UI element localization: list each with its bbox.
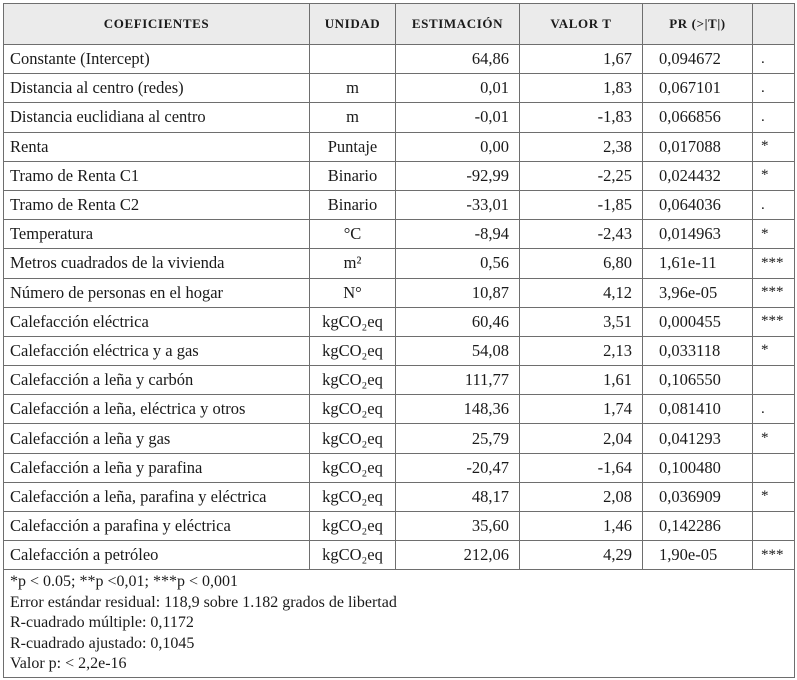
table-row — [4, 307, 795, 336]
estimate-cell: -92,99 — [396, 161, 520, 190]
table-row — [4, 161, 795, 190]
p-value-cell: 0,014963 — [643, 220, 753, 249]
p-value-cell: 0,094672 — [643, 45, 753, 74]
t-value-cell: 6,80 — [520, 249, 643, 278]
coefficient-name: Calefacción eléctrica y a gas — [4, 336, 310, 365]
significance-cell: * — [753, 424, 795, 453]
unit-cell: kgCO₂eq — [310, 482, 396, 511]
footer-notes — [4, 570, 795, 678]
coefficient-name: Calefacción a leña y carbón — [4, 366, 310, 395]
t-value-cell: 3,51 — [520, 307, 643, 336]
t-value-cell: 4,29 — [520, 541, 643, 570]
t-value-cell: 1,46 — [520, 512, 643, 541]
table-row — [4, 366, 795, 395]
p-value-cell: 0,106550 — [643, 366, 753, 395]
significance-cell: * — [753, 220, 795, 249]
table-row — [4, 395, 795, 424]
t-value-cell: -1,83 — [520, 103, 643, 132]
coefficient-name: Tramo de Renta C2 — [4, 190, 310, 219]
table-row — [4, 512, 795, 541]
multiple-r-squared: R-cuadrado múltiple: 0,1172 — [10, 614, 194, 632]
p-value-cell: 0,142286 — [643, 512, 753, 541]
header-unidad: UNIDAD — [310, 4, 396, 45]
t-value-cell: 2,13 — [520, 336, 643, 365]
significance-cell: * — [753, 132, 795, 161]
unit-cell: kgCO₂eq — [310, 453, 396, 482]
table-row — [4, 482, 795, 511]
significance-cell: *** — [753, 541, 795, 570]
unit-cell: m — [310, 103, 396, 132]
coefficient-name: Calefacción a leña, eléctrica y otros — [4, 395, 310, 424]
t-value-cell: 1,67 — [520, 45, 643, 74]
table-row — [4, 132, 795, 161]
table-row — [4, 541, 795, 570]
residual-standard-error: Error estándar residual: 118,9 sobre 1.182 grados de libertad — [10, 593, 397, 611]
unit-cell: Binario — [310, 190, 396, 219]
significance-cell: . — [753, 395, 795, 424]
significance-cell — [753, 512, 795, 541]
coefficient-name: Distancia euclidiana al centro — [4, 103, 310, 132]
unit-cell: kgCO₂eq — [310, 424, 396, 453]
estimate-cell: -0,01 — [396, 103, 520, 132]
table-row — [4, 453, 795, 482]
coefficient-name: Calefacción a leña, parafina y eléctrica — [4, 482, 310, 511]
unit-cell: m² — [310, 249, 396, 278]
significance-cell — [753, 453, 795, 482]
unit-cell: Binario — [310, 161, 396, 190]
t-value-cell: -1,64 — [520, 453, 643, 482]
unit-cell: kgCO₂eq — [310, 512, 396, 541]
p-value-cell: 0,033118 — [643, 336, 753, 365]
coefficient-name: Temperatura — [4, 220, 310, 249]
significance-codes: *p < 0.05; **p <0,01; ***p < 0,001 — [10, 573, 238, 591]
table-row — [4, 103, 795, 132]
estimate-cell: 0,01 — [396, 74, 520, 103]
table-row — [4, 220, 795, 249]
header-pr: PR (>|T|) — [643, 4, 753, 45]
coefficient-name: Calefacción eléctrica — [4, 307, 310, 336]
unit-cell: N° — [310, 278, 396, 307]
coefficient-name: Tramo de Renta C1 — [4, 161, 310, 190]
p-value-cell: 0,100480 — [643, 453, 753, 482]
estimate-cell: 10,87 — [396, 278, 520, 307]
unit-cell — [310, 45, 396, 74]
estimate-cell: 48,17 — [396, 482, 520, 511]
table-row — [4, 190, 795, 219]
p-value-cell: 0,066856 — [643, 103, 753, 132]
t-value-cell: -2,43 — [520, 220, 643, 249]
table-row — [4, 424, 795, 453]
t-value-cell: 1,61 — [520, 366, 643, 395]
coefficient-name: Metros cuadrados de la vivienda — [4, 249, 310, 278]
significance-cell: . — [753, 103, 795, 132]
p-value-cell: 0,017088 — [643, 132, 753, 161]
significance-cell: *** — [753, 278, 795, 307]
coefficient-name: Renta — [4, 132, 310, 161]
header-estimacion: ESTIMACIÓN — [396, 4, 520, 45]
p-value-cell: 0,067101 — [643, 74, 753, 103]
significance-cell: * — [753, 161, 795, 190]
significance-cell: . — [753, 190, 795, 219]
significance-cell: * — [753, 336, 795, 365]
table-row — [4, 278, 795, 307]
p-value: Valor p: < 2,2e-16 — [10, 655, 127, 673]
t-value-cell: 2,38 — [520, 132, 643, 161]
header-coeficientes: COEFICIENTES — [4, 4, 310, 45]
p-value-cell: 0,036909 — [643, 482, 753, 511]
p-value-cell: 0,000455 — [643, 307, 753, 336]
footer-row — [4, 570, 795, 678]
p-value-cell: 0,024432 — [643, 161, 753, 190]
header-significance — [753, 4, 795, 45]
estimate-cell: -20,47 — [396, 453, 520, 482]
estimate-cell: -8,94 — [396, 220, 520, 249]
p-value-cell: 0,064036 — [643, 190, 753, 219]
unit-cell: kgCO₂eq — [310, 366, 396, 395]
estimate-cell: 0,00 — [396, 132, 520, 161]
significance-cell: *** — [753, 307, 795, 336]
t-value-cell: 1,74 — [520, 395, 643, 424]
t-value-cell: 4,12 — [520, 278, 643, 307]
estimate-cell: 54,08 — [396, 336, 520, 365]
unit-cell: kgCO₂eq — [310, 336, 396, 365]
coefficient-name: Calefacción a leña y gas — [4, 424, 310, 453]
unit-cell: m — [310, 74, 396, 103]
significance-cell — [753, 366, 795, 395]
table-row — [4, 336, 795, 365]
estimate-cell: 60,46 — [396, 307, 520, 336]
estimate-cell: 25,79 — [396, 424, 520, 453]
t-value-cell: -2,25 — [520, 161, 643, 190]
estimate-cell: 212,06 — [396, 541, 520, 570]
significance-cell: * — [753, 482, 795, 511]
coefficient-name: Constante (Intercept) — [4, 45, 310, 74]
unit-cell: kgCO₂eq — [310, 541, 396, 570]
coefficient-name: Calefacción a parafina y eléctrica — [4, 512, 310, 541]
estimate-cell: 148,36 — [396, 395, 520, 424]
coefficient-name: Calefacción a petróleo — [4, 541, 310, 570]
t-value-cell: 1,83 — [520, 74, 643, 103]
table-row — [4, 45, 795, 74]
p-value-cell: 1,61e-11 — [643, 249, 753, 278]
p-value-cell: 0,081410 — [643, 395, 753, 424]
estimate-cell: 35,60 — [396, 512, 520, 541]
significance-cell: . — [753, 45, 795, 74]
coefficient-name: Número de personas en el hogar — [4, 278, 310, 307]
estimate-cell: 0,56 — [396, 249, 520, 278]
unit-cell: Puntaje — [310, 132, 396, 161]
adjusted-r-squared: R-cuadrado ajustado: 0,1045 — [10, 634, 195, 652]
significance-cell: *** — [753, 249, 795, 278]
coefficient-name: Distancia al centro (redes) — [4, 74, 310, 103]
unit-cell: kgCO₂eq — [310, 395, 396, 424]
estimate-cell: 64,86 — [396, 45, 520, 74]
p-value-cell: 0,041293 — [643, 424, 753, 453]
table-row — [4, 74, 795, 103]
coefficients-table — [3, 3, 795, 678]
table-body — [4, 45, 795, 678]
p-value-cell: 3,96e-05 — [643, 278, 753, 307]
unit-cell: °C — [310, 220, 396, 249]
table-row — [4, 249, 795, 278]
t-value-cell: 2,04 — [520, 424, 643, 453]
coefficient-name: Calefacción a leña y parafina — [4, 453, 310, 482]
estimate-cell: 111,77 — [396, 366, 520, 395]
p-value-cell: 1,90e-05 — [643, 541, 753, 570]
estimate-cell: -33,01 — [396, 190, 520, 219]
header-valor-t: VALOR T — [520, 4, 643, 45]
header-row — [4, 4, 795, 45]
unit-cell: kgCO₂eq — [310, 307, 396, 336]
t-value-cell: 2,08 — [520, 482, 643, 511]
t-value-cell: -1,85 — [520, 190, 643, 219]
significance-cell: . — [753, 74, 795, 103]
